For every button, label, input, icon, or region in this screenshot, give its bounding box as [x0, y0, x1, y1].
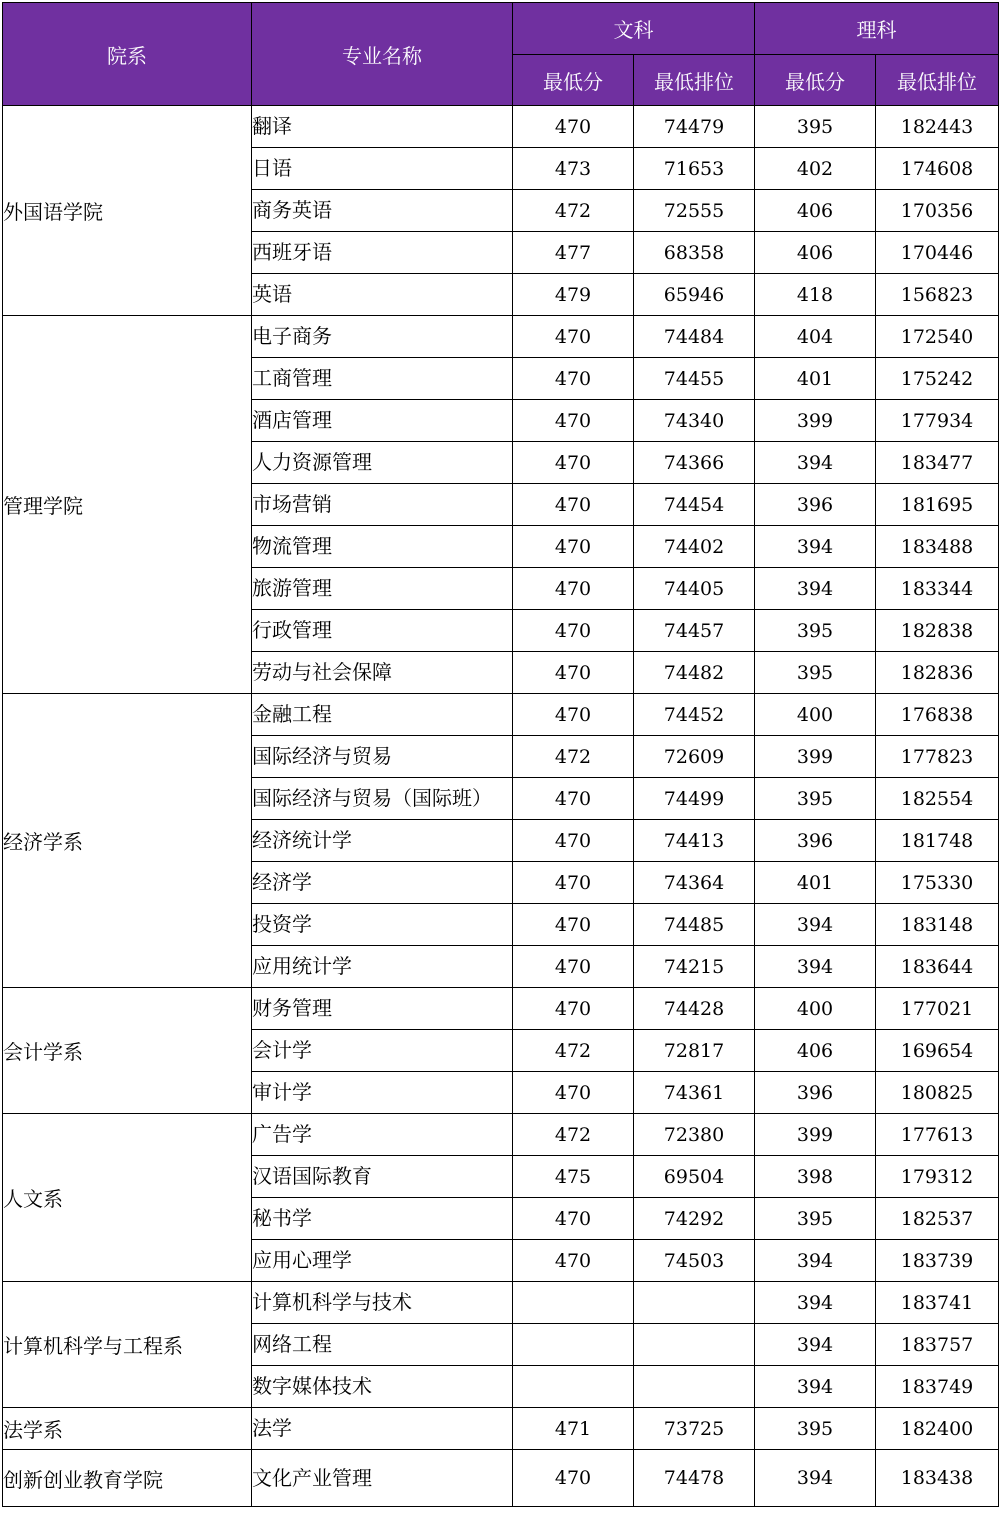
department-name-cell: 管理学院 [3, 316, 252, 694]
major-name-cell: 经济学 [252, 862, 513, 904]
arts-min-score-cell: 470 [513, 1198, 634, 1240]
arts-min-score-cell: 477 [513, 232, 634, 274]
table-row [3, 1450, 999, 1507]
major-name-cell: 市场营销 [252, 484, 513, 526]
arts-min-score-cell: 470 [513, 694, 634, 736]
arts-min-score-cell [513, 1324, 634, 1366]
department-name-cell: 会计学系 [3, 988, 252, 1114]
arts-min-rank-cell: 74452 [634, 694, 755, 736]
arts-min-rank-cell: 69504 [634, 1156, 755, 1198]
science-min-rank-cell: 177823 [876, 736, 999, 778]
arts-min-rank-cell: 74484 [634, 316, 755, 358]
science-min-score-cell: 395 [755, 652, 876, 694]
science-min-score-cell: 406 [755, 190, 876, 232]
arts-min-rank-cell: 74499 [634, 778, 755, 820]
science-min-score-cell: 418 [755, 274, 876, 316]
arts-min-rank-cell: 74482 [634, 652, 755, 694]
major-name-cell: 商务英语 [252, 190, 513, 232]
science-min-score-cell: 399 [755, 400, 876, 442]
arts-min-rank-cell: 74478 [634, 1450, 755, 1507]
arts-min-score-cell: 470 [513, 946, 634, 988]
table-row [3, 106, 999, 148]
header-arts-min-rank: 最低排位 [634, 55, 755, 106]
arts-min-rank-cell: 65946 [634, 274, 755, 316]
department-name-cell: 人文系 [3, 1114, 252, 1282]
arts-min-rank-cell: 74503 [634, 1240, 755, 1282]
science-min-score-cell: 394 [755, 1240, 876, 1282]
table-row [3, 988, 999, 1030]
science-min-score-cell: 395 [755, 610, 876, 652]
science-min-score-cell: 394 [755, 1282, 876, 1324]
major-name-cell: 审计学 [252, 1072, 513, 1114]
arts-min-rank-cell: 74366 [634, 442, 755, 484]
science-min-score-cell: 394 [755, 1366, 876, 1408]
arts-min-rank-cell: 74428 [634, 988, 755, 1030]
science-min-rank-cell: 182838 [876, 610, 999, 652]
arts-min-rank-cell: 74292 [634, 1198, 755, 1240]
major-name-cell: 翻译 [252, 106, 513, 148]
science-min-score-cell: 398 [755, 1156, 876, 1198]
arts-min-score-cell: 470 [513, 988, 634, 1030]
header-arts-min-score: 最低分 [513, 55, 634, 106]
header-row-1 [3, 3, 999, 55]
science-min-rank-cell: 183644 [876, 946, 999, 988]
arts-min-rank-cell: 74454 [634, 484, 755, 526]
science-min-rank-cell: 177021 [876, 988, 999, 1030]
arts-min-score-cell: 472 [513, 736, 634, 778]
table-row [3, 1408, 999, 1450]
header-science-min-rank: 最低排位 [876, 55, 999, 106]
arts-min-score-cell: 470 [513, 568, 634, 610]
science-min-rank-cell: 180825 [876, 1072, 999, 1114]
arts-min-rank-cell: 74215 [634, 946, 755, 988]
arts-min-score-cell: 475 [513, 1156, 634, 1198]
arts-min-score-cell: 470 [513, 820, 634, 862]
department-name-cell: 创新创业教育学院 [3, 1450, 252, 1507]
science-min-rank-cell: 182400 [876, 1408, 999, 1450]
table-row [3, 316, 999, 358]
major-name-cell: 数字媒体技术 [252, 1366, 513, 1408]
major-name-cell: 人力资源管理 [252, 442, 513, 484]
table-row [3, 694, 999, 736]
table-body [3, 106, 999, 1507]
arts-min-rank-cell: 74413 [634, 820, 755, 862]
arts-min-score-cell: 470 [513, 358, 634, 400]
science-min-score-cell: 404 [755, 316, 876, 358]
science-min-score-cell: 394 [755, 1450, 876, 1507]
science-min-score-cell: 406 [755, 232, 876, 274]
arts-min-score-cell: 470 [513, 904, 634, 946]
science-min-rank-cell: 176838 [876, 694, 999, 736]
science-min-score-cell: 394 [755, 946, 876, 988]
header-dept: 院系 [3, 3, 252, 106]
major-name-cell: 汉语国际教育 [252, 1156, 513, 1198]
arts-min-score-cell: 470 [513, 442, 634, 484]
science-min-rank-cell: 183741 [876, 1282, 999, 1324]
science-min-score-cell: 396 [755, 484, 876, 526]
major-name-cell: 计算机科学与技术 [252, 1282, 513, 1324]
science-min-score-cell: 396 [755, 1072, 876, 1114]
arts-min-score-cell: 470 [513, 778, 634, 820]
science-min-rank-cell: 181748 [876, 820, 999, 862]
arts-min-score-cell: 470 [513, 1450, 634, 1507]
arts-min-rank-cell: 71653 [634, 148, 755, 190]
arts-min-score-cell: 472 [513, 190, 634, 232]
major-name-cell: 广告学 [252, 1114, 513, 1156]
major-name-cell: 物流管理 [252, 526, 513, 568]
department-name-cell: 经济学系 [3, 694, 252, 988]
science-min-score-cell: 395 [755, 778, 876, 820]
header-group-science: 理科 [755, 3, 999, 55]
science-min-score-cell: 406 [755, 1030, 876, 1072]
science-min-score-cell: 401 [755, 358, 876, 400]
science-min-score-cell: 394 [755, 568, 876, 610]
science-min-score-cell: 394 [755, 1324, 876, 1366]
major-name-cell: 国际经济与贸易 [252, 736, 513, 778]
science-min-rank-cell: 170446 [876, 232, 999, 274]
arts-min-score-cell: 470 [513, 1240, 634, 1282]
science-min-score-cell: 394 [755, 442, 876, 484]
major-name-cell: 经济统计学 [252, 820, 513, 862]
arts-min-score-cell: 470 [513, 652, 634, 694]
arts-min-rank-cell: 72555 [634, 190, 755, 232]
arts-min-score-cell: 473 [513, 148, 634, 190]
major-name-cell: 会计学 [252, 1030, 513, 1072]
science-min-score-cell: 396 [755, 820, 876, 862]
admission-scores-table [2, 2, 999, 1507]
science-min-rank-cell: 174608 [876, 148, 999, 190]
science-min-rank-cell: 183438 [876, 1450, 999, 1507]
science-min-rank-cell: 183148 [876, 904, 999, 946]
major-name-cell: 秘书学 [252, 1198, 513, 1240]
science-min-score-cell: 395 [755, 1198, 876, 1240]
arts-min-rank-cell: 74364 [634, 862, 755, 904]
science-min-rank-cell: 182836 [876, 652, 999, 694]
science-min-rank-cell: 181695 [876, 484, 999, 526]
major-name-cell: 金融工程 [252, 694, 513, 736]
science-min-rank-cell: 183757 [876, 1324, 999, 1366]
science-min-score-cell: 400 [755, 694, 876, 736]
major-name-cell: 投资学 [252, 904, 513, 946]
science-min-score-cell: 401 [755, 862, 876, 904]
arts-min-rank-cell: 74457 [634, 610, 755, 652]
major-name-cell: 西班牙语 [252, 232, 513, 274]
department-name-cell: 外国语学院 [3, 106, 252, 316]
arts-min-score-cell [513, 1282, 634, 1324]
science-min-score-cell: 399 [755, 736, 876, 778]
header-group-arts: 文科 [513, 3, 755, 55]
science-min-rank-cell: 175242 [876, 358, 999, 400]
science-min-rank-cell: 183739 [876, 1240, 999, 1282]
arts-min-score-cell [513, 1366, 634, 1408]
arts-min-rank-cell: 74340 [634, 400, 755, 442]
science-min-rank-cell: 183344 [876, 568, 999, 610]
major-name-cell: 英语 [252, 274, 513, 316]
science-min-rank-cell: 175330 [876, 862, 999, 904]
science-min-score-cell: 402 [755, 148, 876, 190]
major-name-cell: 劳动与社会保障 [252, 652, 513, 694]
major-name-cell: 旅游管理 [252, 568, 513, 610]
arts-min-rank-cell: 72380 [634, 1114, 755, 1156]
arts-min-score-cell: 479 [513, 274, 634, 316]
header-science-min-score: 最低分 [755, 55, 876, 106]
arts-min-rank-cell: 72609 [634, 736, 755, 778]
department-name-cell: 法学系 [3, 1408, 252, 1450]
science-min-rank-cell: 169654 [876, 1030, 999, 1072]
arts-min-rank-cell [634, 1324, 755, 1366]
major-name-cell: 行政管理 [252, 610, 513, 652]
science-min-rank-cell: 182554 [876, 778, 999, 820]
science-min-rank-cell: 183488 [876, 526, 999, 568]
science-min-rank-cell: 182537 [876, 1198, 999, 1240]
arts-min-rank-cell: 74479 [634, 106, 755, 148]
science-min-rank-cell: 177613 [876, 1114, 999, 1156]
major-name-cell: 工商管理 [252, 358, 513, 400]
arts-min-score-cell: 470 [513, 106, 634, 148]
arts-min-rank-cell: 74361 [634, 1072, 755, 1114]
science-min-score-cell: 400 [755, 988, 876, 1030]
arts-min-score-cell: 470 [513, 484, 634, 526]
science-min-score-cell: 394 [755, 526, 876, 568]
science-min-rank-cell: 172540 [876, 316, 999, 358]
arts-min-score-cell: 470 [513, 316, 634, 358]
major-name-cell: 法学 [252, 1408, 513, 1450]
arts-min-rank-cell [634, 1366, 755, 1408]
arts-min-score-cell: 470 [513, 526, 634, 568]
major-name-cell: 财务管理 [252, 988, 513, 1030]
arts-min-rank-cell: 72817 [634, 1030, 755, 1072]
table-row [3, 1282, 999, 1324]
arts-min-score-cell: 471 [513, 1408, 634, 1450]
science-min-rank-cell: 179312 [876, 1156, 999, 1198]
arts-min-rank-cell: 68358 [634, 232, 755, 274]
science-min-rank-cell: 177934 [876, 400, 999, 442]
arts-min-rank-cell [634, 1282, 755, 1324]
science-min-score-cell: 399 [755, 1114, 876, 1156]
arts-min-score-cell: 470 [513, 400, 634, 442]
arts-min-rank-cell: 73725 [634, 1408, 755, 1450]
arts-min-score-cell: 470 [513, 862, 634, 904]
science-min-score-cell: 394 [755, 904, 876, 946]
science-min-rank-cell: 183749 [876, 1366, 999, 1408]
science-min-rank-cell: 170356 [876, 190, 999, 232]
major-name-cell: 网络工程 [252, 1324, 513, 1366]
department-name-cell: 计算机科学与工程系 [3, 1282, 252, 1408]
major-name-cell: 酒店管理 [252, 400, 513, 442]
science-min-rank-cell: 183477 [876, 442, 999, 484]
science-min-rank-cell: 156823 [876, 274, 999, 316]
header-major: 专业名称 [252, 3, 513, 106]
major-name-cell: 文化产业管理 [252, 1450, 513, 1507]
arts-min-rank-cell: 74402 [634, 526, 755, 568]
major-name-cell: 电子商务 [252, 316, 513, 358]
major-name-cell: 应用统计学 [252, 946, 513, 988]
arts-min-rank-cell: 74485 [634, 904, 755, 946]
major-name-cell: 日语 [252, 148, 513, 190]
arts-min-rank-cell: 74455 [634, 358, 755, 400]
table-header [3, 3, 999, 106]
arts-min-rank-cell: 74405 [634, 568, 755, 610]
arts-min-score-cell: 472 [513, 1030, 634, 1072]
arts-min-score-cell: 470 [513, 1072, 634, 1114]
table-row [3, 1114, 999, 1156]
major-name-cell: 应用心理学 [252, 1240, 513, 1282]
science-min-rank-cell: 182443 [876, 106, 999, 148]
arts-min-score-cell: 470 [513, 610, 634, 652]
major-name-cell: 国际经济与贸易（国际班） [252, 778, 513, 820]
science-min-score-cell: 395 [755, 106, 876, 148]
arts-min-score-cell: 472 [513, 1114, 634, 1156]
science-min-score-cell: 395 [755, 1408, 876, 1450]
